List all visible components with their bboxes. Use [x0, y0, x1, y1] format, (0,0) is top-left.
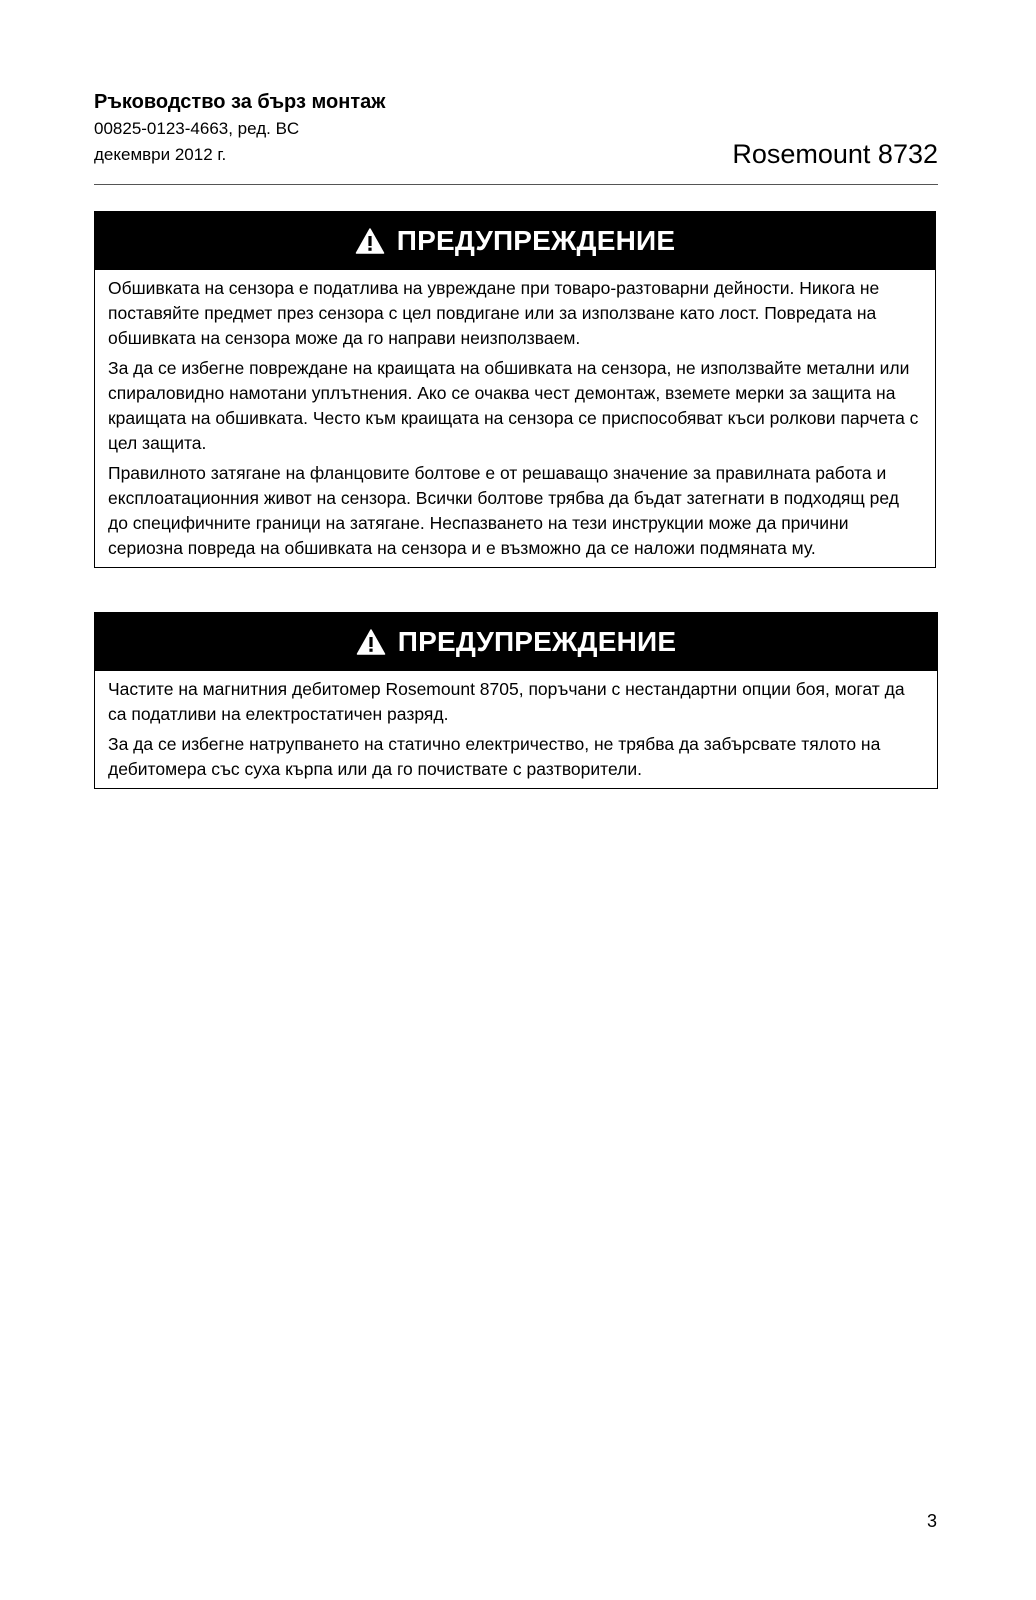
warning-paragraph: За да се избегне натрупването на статично електричество, не трябва да забърсвате тялото на дебитомера със суха кърпа или да го почиствате с разтворители.: [108, 734, 881, 779]
warning-box-sensor-lining: [94, 211, 936, 568]
warning-heading: ПРЕДУПРЕЖДЕНИЕ: [397, 626, 677, 657]
warning-paragraph: За да се избегне повреждане на краищата на обшивката на сензора, не използвайте метални или спираловидно намотани уплътнения. Ако се очаква чест демонтаж, вземете мерки за защита на краищата на обшивката. Често към краищата на сензора се приспособяват къси ролкови парчета с цел защита.: [108, 358, 919, 453]
warning-body: [95, 671, 937, 788]
page-number: 3: [926, 1511, 937, 1531]
header-divider: [94, 184, 938, 185]
warning-paragraph: Частите на магнитния дебитомер Rosemount 8705, поръчани с нестандартни опции боя, могат да са податливи на електростатичен разряд.: [108, 679, 905, 724]
document-number: 00825-0123-4663, ред. BC: [94, 119, 300, 138]
warning-triangle-icon: [355, 227, 385, 255]
warning-header: [95, 212, 935, 270]
warning-triangle-icon: [356, 628, 386, 656]
document-title: Ръководство за бърз монтаж: [94, 91, 386, 113]
warning-heading: ПРЕДУПРЕЖДЕНИЕ: [396, 225, 676, 256]
page-header: [94, 88, 938, 172]
warning-header: [95, 613, 937, 671]
warning-box-electrostatic: [94, 612, 938, 789]
warning-paragraph: Правилното затягане на фланцовите болтове е от решаващо значение за правилната работа и експлоатационния живот на сензора. Всички болтове трябва да бъдат затегнати в подходящ ред до специфичните граници на затягане. Неспазването на тези инструкции може да причини сериозна повреда на обшивката на сензора и е възможно да се наложи подмяната му.: [108, 463, 899, 558]
warning-paragraph: Обшивката на сензора е податлива на увреждане при товаро-разтоварни дейности. Никога не поставяйте предмет през сензора с цел повдигане или за използване като лост. Повредата на обшивката на сензора може да го направи неизползваем.: [108, 278, 880, 348]
product-name: Rosemount 8732: [732, 139, 938, 169]
warning-body: [95, 270, 935, 567]
document-date: декември 2012 г.: [94, 145, 227, 164]
